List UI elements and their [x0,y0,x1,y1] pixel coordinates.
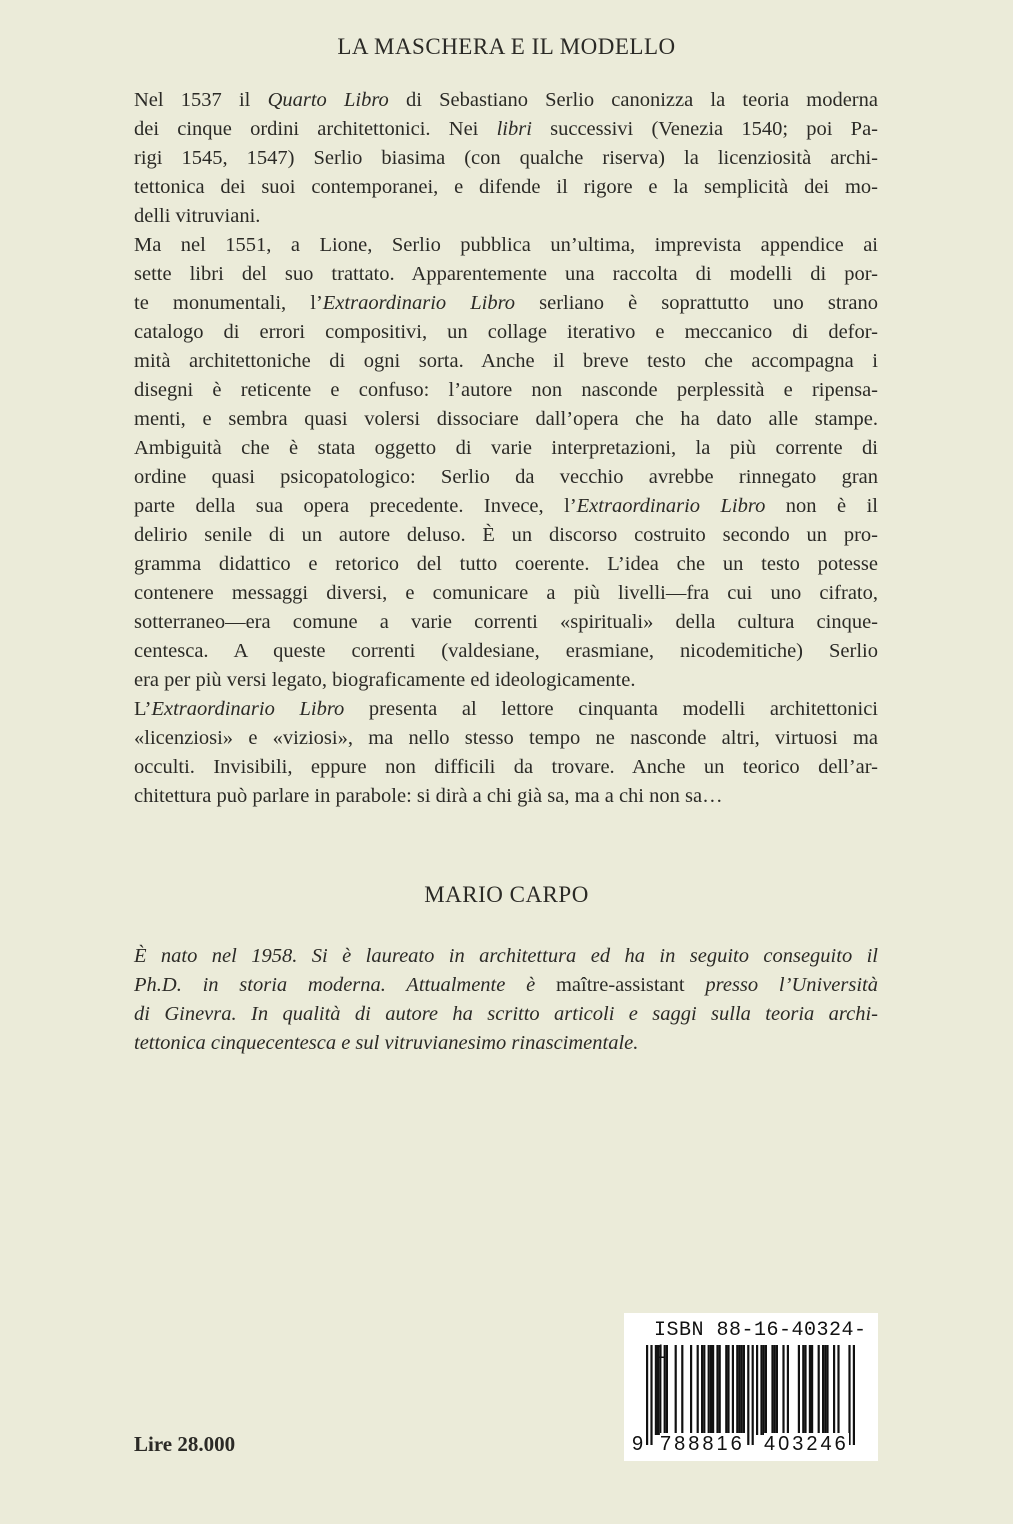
text-run: Ambiguità che è stata oggetto di varie interpretazioni, la più corrente di [134,437,878,459]
barcode-bar [760,1345,762,1435]
barcode-bar [853,1345,855,1445]
author-name: MARIO CARPO [424,882,589,907]
barcode-bar [650,1345,652,1445]
text-line [134,173,878,202]
barcode-bar [822,1345,824,1435]
barcode-bar [756,1345,758,1435]
barcode-bar [826,1345,828,1435]
barcode-digits [624,1433,878,1459]
text-run: dei cinque ordini architettonici. Nei [134,118,497,140]
italic-run: Extraordinario Libro [151,698,345,720]
text-line [134,376,878,405]
barcode-bar [716,1345,718,1435]
text-run: di Sebastiano Serlio canonizza la teoria moderna [388,89,878,111]
isbn-text: ISBN 88-16-40324- [654,1319,867,1342]
barcode-bar [798,1345,800,1435]
text-line [134,289,878,318]
text-run: di Ginevra. In qualità di autore ha scritto articoli e saggi sulla teoria archi- [134,1003,878,1025]
barcode-bar [710,1345,712,1435]
barcode-bar [708,1345,710,1435]
barcode-bar [771,1345,773,1435]
text-run: serliano è soprattutto uno strano [515,292,878,314]
barcode-bar [824,1345,826,1435]
text-run: delli vitruviani. [134,205,261,227]
barcode-bar [703,1345,705,1435]
text-run: È nato nel 1958. Si è laureato in architettura ed ha in seguito conseguito il [134,945,878,967]
text-line [134,724,878,753]
barcode-bar [738,1345,740,1435]
barcode-bar [736,1345,738,1435]
text-run: era per più versi legato, biograficamente ed ideologicamente. [134,669,636,691]
text-run: chitettura può parlare in parabole: si dirà a chi già sa, ma a chi non sa… [134,785,723,807]
text-run: ordine quasi psicopatologico: Serlio da vecchio avrebbe rinnegato gran [134,466,878,488]
text-run: maître-assistant [555,974,685,996]
text-line [134,144,878,173]
barcode-bar [675,1345,677,1435]
text-line [134,463,878,492]
barcode-bar [802,1345,804,1435]
barcode-bar [657,1345,659,1435]
text-line [134,318,878,347]
barcode-bar [833,1345,835,1435]
italic-run: Quarto Libro [267,89,389,111]
text-line [134,608,878,637]
barcode-bar [818,1345,820,1435]
barcode-bar [763,1345,765,1435]
barcode-digit-group: 788816 [660,1433,745,1455]
barcode-bar [712,1345,714,1435]
text-line [134,942,878,971]
text-run: successivi (Venezia 1540; poi Pa- [531,118,878,140]
text-line [134,695,878,724]
barcode-bar [659,1345,661,1435]
text-run: te monumentali, l’ [134,292,323,314]
text-run: mità architettoniche di ogni sorta. Anche il breve testo che accompagna i [134,350,878,372]
text-run: Nel 1537 il [134,89,268,111]
barcode-bar [727,1345,729,1435]
text-line [134,1029,878,1058]
italic-run: Extraordinario Libro [576,495,766,517]
barcode-bar [697,1345,699,1435]
text-line [134,1000,878,1029]
barcode-bar [809,1345,811,1435]
text-line [134,86,878,115]
text-run: tettonica dei suoi contemporanei, e difende il rigore e la semplicità dei mo- [134,176,878,198]
text-line [134,637,878,666]
barcode-digit-group: 403246 [764,1433,849,1455]
text-run: menti, e sembra quasi volersi dissociare dall’opera che ha dato alle stampe. [134,408,878,430]
barcode-bar [752,1345,754,1445]
text-run: sette libri del suo trattato. Apparentemente una raccolta di modelli di por- [134,263,878,285]
text-line [134,347,878,376]
text-line [134,971,878,1000]
barcode-bar [741,1345,743,1435]
barcode-bar [774,1345,776,1435]
barcode-digit-group: 9 [632,1433,644,1455]
text-run: occulti. Invisibili, eppure non difficili da trovare. Anche un teorico dell’ar- [134,756,878,778]
text-run: catalogo di errori compositivi, un collage iterativo e meccanico di defor- [134,321,878,343]
barcode-bar [725,1345,727,1435]
barcode-bar [811,1345,813,1435]
text-line [134,666,878,695]
barcode-bar [743,1345,745,1435]
barcode-bar [732,1345,734,1435]
text-line [134,521,878,550]
author-bio [134,942,878,1058]
barcode-bar [787,1345,789,1435]
text-run: contenere messaggi diversi, e comunicare a più livelli—fra cui uno cifrato, [134,582,878,604]
text-run: tettonica cinquecentesca e sul vitruvianesimo rinascimentale. [134,1032,639,1054]
text-run: sotterraneo—era comune a varie correnti «spirituali» della cultura cinque- [134,611,878,633]
text-run: parte della sua opera precedente. Invece, l’ [134,495,577,517]
barcode-bar [690,1345,692,1435]
text-line [134,550,878,579]
barcode-bar [782,1345,784,1435]
price-label: Lire 28.000 [134,1432,236,1456]
barcode-bar [776,1345,778,1435]
barcode-bar [719,1345,721,1435]
section-title: LA MASCHERA E IL MODELLO [337,34,676,59]
text-line [134,579,878,608]
text-run: «licenziosi» e «viziosi», ma nello stesso tempo ne nasconde altri, virtuosi ma [134,727,878,749]
text-line [134,231,878,260]
text-run: non è il [765,495,878,517]
text-line [134,260,878,289]
barcode-bar [646,1345,648,1445]
italic-run: Extraordinario Libro [322,292,516,314]
text-run: gramma didattico e retorico del tutto coerente. L’idea che un testo potesse [134,553,878,575]
barcode-bar [747,1345,749,1445]
barcode-bar [765,1345,767,1435]
text-run: Ph.D. in storia moderna. Attualmente è [134,974,556,996]
barcode-bar [681,1345,683,1435]
text-run: Ma nel 1551, a Lione, Serlio pubblica un’ultima, imprevista appendice ai [134,234,878,256]
blurb-text [134,86,878,811]
text-run: delirio senile di un autore deluso. È un discorso costruito secondo un pro- [134,524,878,546]
text-line [134,202,878,231]
text-line [134,753,878,782]
text-run: disegni è reticente e confuso: l’autore non nasconde perplessità e ripensa- [134,379,878,401]
text-run: rigi 1545, 1547) Serlio biasima (con qualche riserva) la licenziosità archi- [134,147,878,169]
text-line [134,492,878,521]
barcode-bar [837,1345,839,1435]
barcode-bar [664,1345,666,1435]
text-line [134,782,878,811]
barcode-bar [655,1345,657,1435]
text-line [134,405,878,434]
barcode-bar [848,1345,850,1445]
text-line [134,115,878,144]
barcode-bar [701,1345,703,1435]
isbn-barcode-label [624,1313,878,1461]
text-run: centesca. A queste correnti (valdesiane, erasmiane, nicodemitiche) Serlio [134,640,878,662]
text-run: presso l’Università [684,974,878,996]
text-run: L’ [134,698,152,720]
text-line [134,434,878,463]
barcode-bar [804,1345,806,1435]
barcode-bar [666,1345,668,1435]
italic-run: libri [496,118,532,140]
text-run: presenta al lettore cinquanta modelli architettonici [344,698,878,720]
